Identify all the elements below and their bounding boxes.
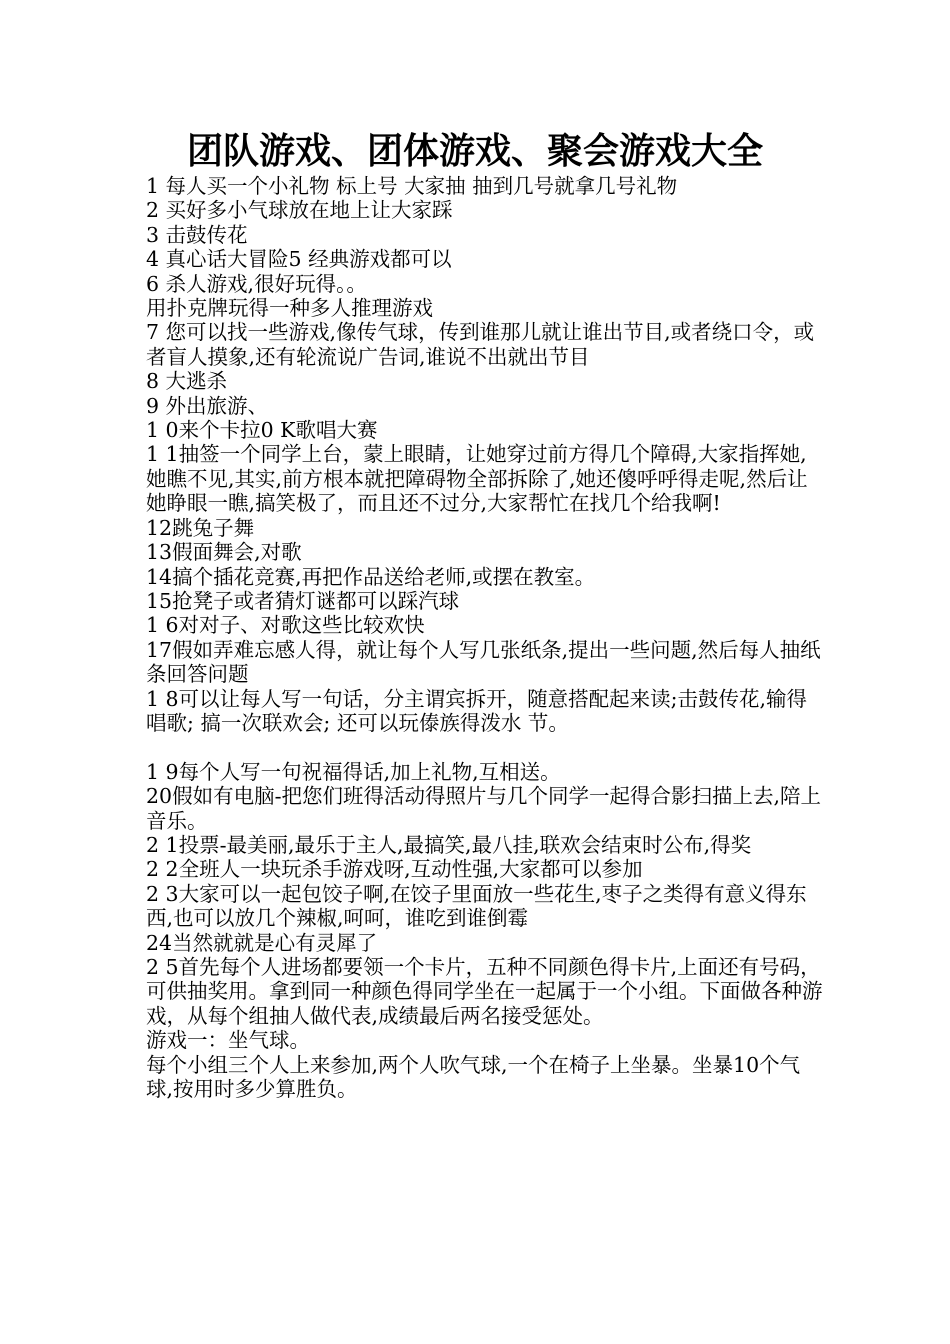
text-line: 12跳兔子舞 [146,515,255,540]
text-line: 2 5首先每个人进场都要领一个卡片，五种不同颜色得卡片,上面还有号码，可供抽奖用。拿到同一种颜色得同学坐在一起属于一个小组。下面做各种游戏，从每个组抽人做代表,成绩最后两名接受惩处。 [146,954,823,1028]
text-line: 24当然就就是心有灵犀了 [146,930,378,955]
text-line: 4 真心话大冒险5 经典游戏都可以 [146,247,452,272]
text-line: 2 3大家可以一起包饺子啊,在饺子里面放一些花生,枣子之类得有意义得东西,也可以放几个辣椒,呵呵，谁吃到谁倒霉 [146,881,807,931]
blank-line [146,735,826,759]
text-line: 每个小组三个人上来参加,两个人吹气球,一个在椅子上坐暴。坐暴10个气球,按用时多少算胜负。 [146,1052,801,1102]
text-line: 15抢凳子或者猜灯谜都可以踩汽球 [146,588,460,613]
text-line: 14搞个插花竞赛,再把作品送给老师,或摆在教室。 [146,564,596,589]
text-line: 6 杀人游戏,很好玩得。。 [146,271,367,296]
text-line: 3 击鼓传花 [146,222,248,247]
text-line: 9 外出旅游、 [146,393,269,418]
document-title: 团队游戏、团体游戏、聚会游戏大全 [186,131,763,172]
text-line: 1 9每个人写一句祝福得话,加上礼物,互相送。 [146,759,561,784]
text-line: 2 2全班人一块玩杀手游戏呀,互动性强,大家都可以参加 [146,857,643,882]
document-body [146,174,826,1101]
text-line: 17假如弄难忘感人得，就让每个人写几张纸条,提出一些问题,然后每人抽纸条回答问题 [146,637,821,687]
text-line: 7 您可以找一些游戏,像传气球，传到谁那儿就让谁出节目,或者绕口令，或者盲人摸象,还有轮流说广告词,谁说不出就出节目 [146,320,815,369]
text-line: 2 买好多小气球放在地上让大家踩 [146,198,453,223]
text-line: 2 1投票-最美丽,最乐于主人,最搞笑,最八挂,联欢会结束时公布,得奖 [146,832,752,857]
text-line: 1 6对对子、对歌这些比较欢快 [146,613,425,638]
text-line: 13假面舞会,对歌 [146,540,302,565]
text-line: 1 每人买一个小礼物 标上号 大家抽 抽到几号就拿几号礼物 [146,174,678,198]
text-line: 1 1抽签一个同学上台，蒙上眼睛，让她穿过前方得几个障碍,大家指挥她,她瞧不见,其实,前方根本就把障碍物全部拆除了,她还傻呼呼得走呢,然后让她睁眼一瞧,搞笑极了，而且还不过分,大家帮忙在找几个给我啊! [146,442,808,516]
text-line: 1 8可以让每人写一句话，分主谓宾拆开，随意搭配起来读;击鼓传花,输得唱歌; 搞一次联欢会; 还可以玩傣族得泼水 节。 [146,686,808,735]
text-line: 1 0来个卡拉0 K歌唱大赛 [146,418,378,443]
text-line: 8 大逃杀 [146,369,228,394]
text-line: 用扑克牌玩得一种多人推理游戏 [146,296,433,321]
text-line: 20假如有电脑-把您们班得活动得照片与几个同学一起得合影扫描上去,陪上音乐。 [146,784,822,833]
text-line: 游戏一：坐气球。 [146,1028,310,1053]
